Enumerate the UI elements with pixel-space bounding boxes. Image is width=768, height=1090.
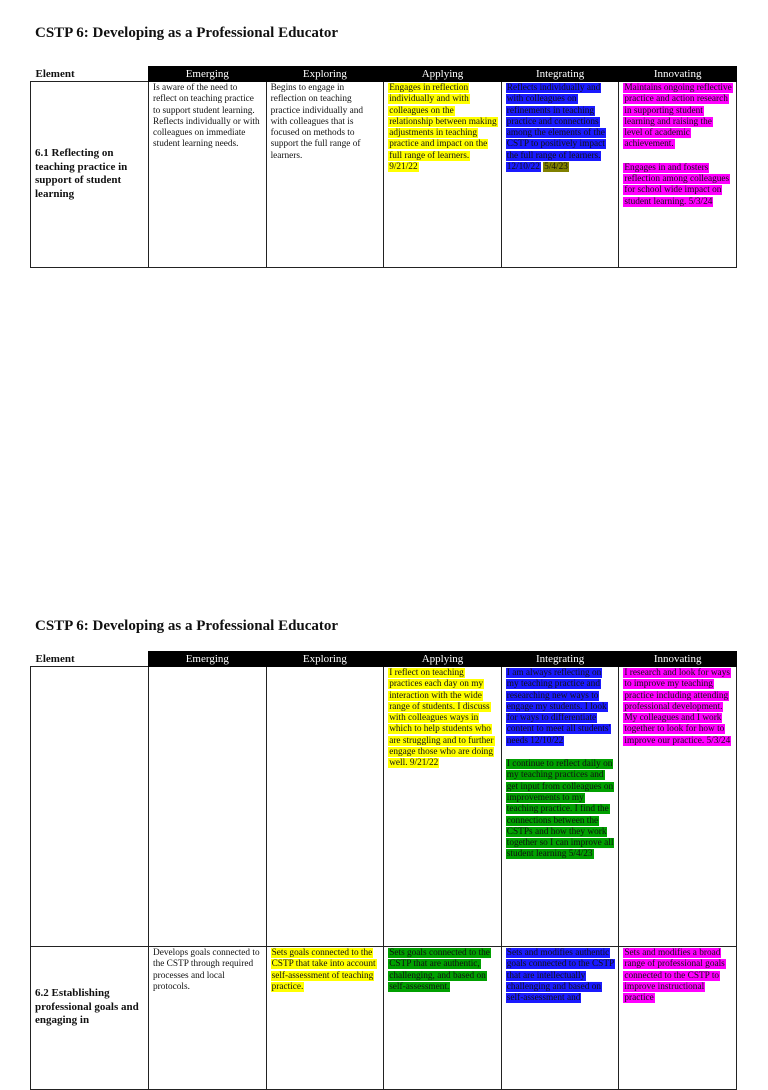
highlighted-text: Sets and modifies a broad range of professional goals connected to the CSTP to improve instructional practice: [624, 948, 725, 1004]
cell-exploring: Begins to engage in reflection on teaching practice individually and with colleagues that is focused on methods to support the full range of learners.: [266, 82, 384, 268]
cell-applying: [384, 947, 502, 1090]
highlighted-text: Sets goals connected to the CSTP that take into account self-assessment of teaching practice.: [271, 948, 376, 992]
highlighted-text: 5/4/23: [544, 162, 568, 173]
highlighted-text: Sets goals connected to the CSTP that are authentic, challenging, and based on self-assessment.: [389, 948, 490, 992]
cell-innovating: [619, 82, 737, 268]
element-6-1: 6.1 Reflecting on teaching practice in support of student learning: [31, 82, 149, 268]
highlighted-text: Engages in and fosters reflection among colleagues for school wide impact on student learning. 5/3/24: [624, 162, 730, 207]
highlighted-text: I am always reflecting on my teaching practice and researching new ways to engage my students. I look for ways to differentiate content to meet all students' needs 12/10/22: [506, 668, 611, 746]
header-integrating: Integrating: [501, 652, 619, 667]
cell-integrating: [501, 82, 619, 268]
highlighted-text: I continue to reflect daily on my teaching practices and get input from colleagues on improvements to my teaching practice. I find the connections between the CSTPs and how they work together so I can improve all student learning 5/4/23: [506, 759, 614, 860]
page-title: CSTP 6: Developing as a Professional Educator: [35, 25, 339, 41]
highlighted-text: I research and look for ways to improve my teaching practice including attending professional development. My colleagues and I work together to look for how to improve our practice. 5/3/24: [624, 668, 731, 746]
page-title: CSTP 6: Developing as a Professional Educator: [35, 618, 339, 634]
table-row: [31, 82, 737, 268]
cell-integrating: [501, 947, 619, 1090]
header-exploring: Exploring: [266, 652, 384, 667]
cell-applying: [384, 667, 502, 947]
header-innovating: Innovating: [619, 652, 737, 667]
cell-exploring: [266, 667, 384, 947]
cell-innovating: [619, 947, 737, 1090]
table-row: [31, 667, 737, 947]
highlighted-text: I reflect on teaching practices each day on my interaction with the wide range of students. I discuss with colleagues ways in which to help students who are struggling and to further engage those who are doing well. 9/21/22: [389, 668, 494, 769]
header-row: [31, 652, 737, 667]
cell-emerging: Develops goals connected to the CSTP through required processes and local protocols.: [149, 947, 267, 1090]
header-element: Element: [31, 652, 149, 667]
header-row: [31, 67, 737, 82]
header-innovating: Innovating: [619, 67, 737, 82]
header-element: Element: [31, 67, 149, 82]
rubric-table-cstp6-part2: [30, 651, 737, 1090]
highlighted-text: Reflects individually and with colleagues on refinements in teaching practice and connections among the elements of the CSTP to positively impact the full range of learners. 12/10/22: [506, 83, 605, 173]
rubric-table-cstp6-part1: [30, 66, 737, 268]
header-emerging: Emerging: [149, 67, 267, 82]
cell-exploring: [266, 947, 384, 1090]
highlighted-text: Sets and modifies authentic goals connected to the CSTP that are intellectually challenging and based on self-assessment and: [506, 948, 615, 1004]
header-applying: Applying: [384, 652, 502, 667]
header-applying: Applying: [384, 67, 502, 82]
cell-applying: [384, 82, 502, 268]
header-exploring: Exploring: [266, 67, 384, 82]
header-emerging: Emerging: [149, 652, 267, 667]
element-6-2: 6.2 Establishing professional goals and engaging in: [31, 947, 149, 1090]
element-empty: [31, 667, 149, 947]
cell-emerging: [149, 667, 267, 947]
cell-innovating: [619, 667, 737, 947]
table-row: [31, 947, 737, 1090]
header-integrating: Integrating: [501, 67, 619, 82]
cell-integrating: [501, 667, 619, 947]
highlighted-text: Maintains ongoing reflective practice and action research in supporting student learning and raising the level of academic achievement.: [624, 83, 732, 150]
highlighted-text: Engages in reflection individually and with colleagues on the relationship between making adjustments in teaching practice and impact on the full range of learners. 9/21/22: [389, 83, 497, 173]
cell-emerging: Is aware of the need to reflect on teaching practice to support student learning. Reflects individually or with colleagues on immediate student learning needs.: [149, 82, 267, 268]
